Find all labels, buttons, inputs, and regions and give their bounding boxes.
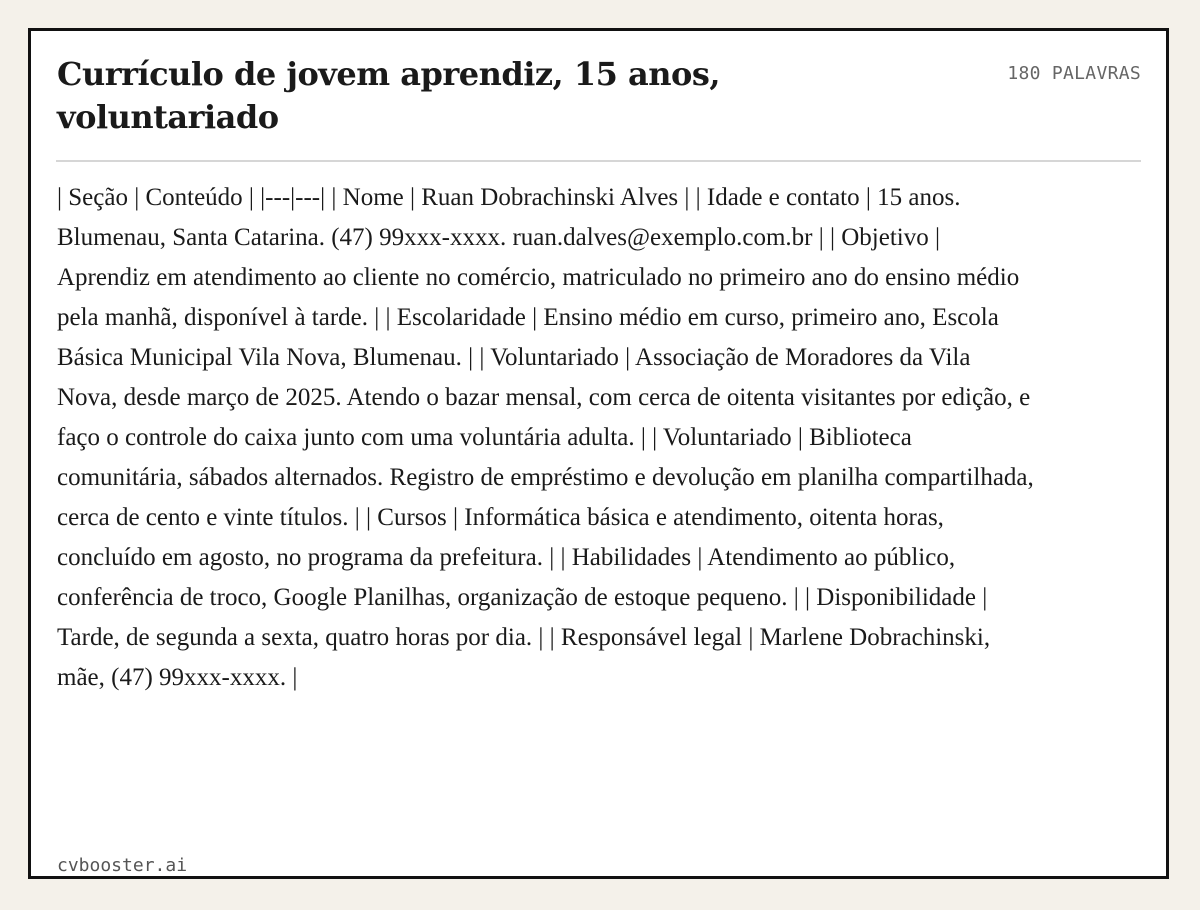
document-card — [28, 28, 1169, 879]
word-count-label: 180 PALAVRAS — [1007, 63, 1141, 84]
document-title: Currículo de jovem aprendiz, 15 anos, voluntariado — [57, 55, 720, 136]
document-body: | Seção | Conteúdo | |---|---| | Nome | Ruan Dobrachinski Alves | | Idade e contato | 15 anos. Blumenau, Santa Catarina. (47) 99xxx-xxxx. ruan.dalves@exemplo.com.br | | Objetivo | Aprendiz em atendimento ao cliente no comércio, matriculado no primeiro ano do ensino médio pela manhã, disponível à tarde. | | Escolaridade | Ensino médio em curso, primeiro ano, Escola Básica Municipal Vila Nova, Blumenau. | | Voluntariado | Associação de Moradores da Vila Nova, desde março de 2025. Atendo o bazar mensal, com cerca de oitenta visitantes por edição, e faço o controle do caixa junto com uma voluntária adulta. | | Voluntariado | Biblioteca comunitária, sábados alternados. Registro de empréstimo e devolução em planilha compartilhada, cerca de cento e vinte títulos. | | Cursos | Informática básica e atendimento, oitenta horas, concluído em agosto, no programa da prefeitura. | | Habilidades | Atendimento ao público, conferência de troco, Google Planilhas, organização de estoque pequeno. | | Disponibilidade | Tarde, de segunda a sexta, quatro horas por dia. | | Responsável legal | Marlene Dobrachinski, mãe, (47) 99xxx-xxxx. | — [57, 184, 1034, 691]
title-divider — [56, 160, 1141, 162]
brand-footer: cvbooster.ai — [57, 855, 188, 876]
